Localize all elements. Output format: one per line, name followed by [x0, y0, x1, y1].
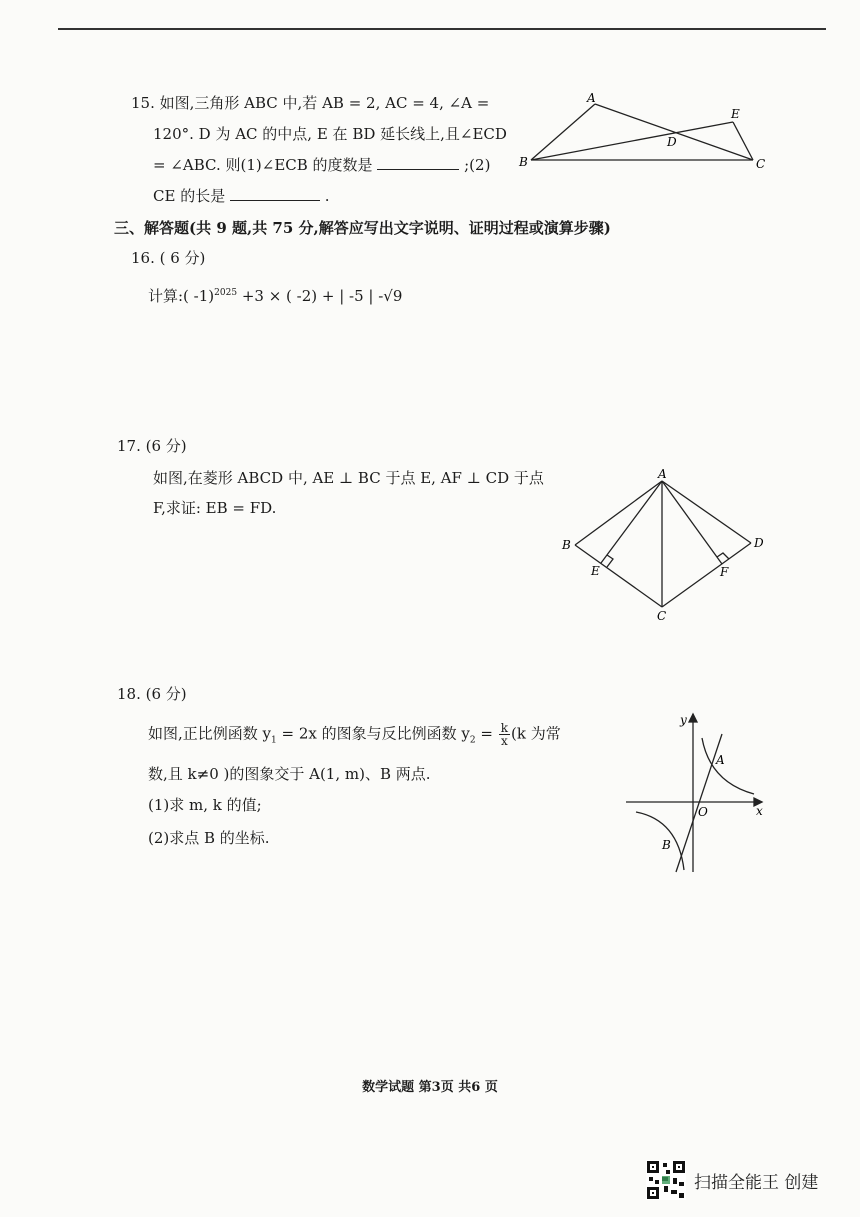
q16-header: 16. ( 6 分) — [131, 249, 206, 267]
q18-line1-part-b: = 2x 的图象与反比例函数 y — [276, 724, 470, 743]
q17-header: 17. (6 分) — [117, 437, 187, 455]
q17-label-a: A — [658, 467, 667, 481]
q16-expr-part-b: +3 × ( -2) + | -5 | -√9 — [237, 287, 403, 305]
q17-rhombus-figure — [555, 465, 775, 625]
q18-frac-denominator: x — [500, 734, 508, 748]
q17-label-d: D — [754, 536, 764, 550]
q17-side-da — [662, 481, 751, 543]
q15-line4-tail: . — [324, 187, 330, 205]
q18-hyperbola-branch-2 — [636, 812, 684, 870]
q18-label-b: B — [662, 838, 671, 852]
q17-label-b: B — [562, 538, 571, 552]
q17-side-ab — [575, 481, 662, 545]
q15-label-b: B — [519, 155, 528, 169]
q18-fraction — [499, 722, 510, 747]
q16-expr-exponent: 2025 — [214, 288, 238, 298]
q17-line2: F,求证: EB = FD. — [153, 499, 277, 517]
q15-answer-blank-1[interactable] — [377, 155, 459, 170]
q17-altitude-af — [662, 481, 722, 564]
q15-side-ab — [531, 104, 595, 160]
q18-line1-part-d: (k 为常 — [511, 724, 561, 743]
q15-line1: 15. 如图,三角形 ABC 中,若 AB = 2, AC = 4, ∠A = — [131, 94, 490, 112]
q17-label-c: C — [657, 609, 667, 623]
section3-heading: 三、解答题(共 9 题,共 75 分,解答应写出文字说明、证明过程或演算步骤) — [114, 219, 611, 237]
q18-label-a: A — [716, 753, 725, 767]
q18-label-y: y — [680, 713, 687, 727]
q18-sub-2: 2 — [469, 735, 476, 746]
q17-line1: 如图,在菱形 ABCD 中, AE ⊥ BC 于点 E, AF ⊥ CD 于点 — [153, 469, 544, 487]
q18-label-x: x — [756, 804, 763, 818]
q17-side-cd — [662, 543, 751, 607]
q16-expr-part-a: 计算:( -1) — [148, 287, 215, 305]
q17-right-angle-e — [607, 555, 613, 567]
q18-line1-part-c: = — [475, 724, 493, 743]
q15-line3-text: = ∠ABC. 则(1)∠ECB 的度数是 — [153, 156, 373, 174]
q17-side-bc — [575, 545, 662, 607]
q18-line2: 数,且 k≠0 )的图象交于 A(1, m)、B 两点. — [148, 765, 431, 783]
page-footer: 数学试题 第3页 共6 页 — [362, 1080, 498, 1095]
q15-segment-be — [531, 122, 733, 160]
q15-triangle-figure — [515, 88, 775, 178]
q15-line3-tail: ;(2) — [464, 156, 491, 174]
watermark-text: 扫描全能王 创建 — [694, 1172, 819, 1193]
q18-frac-numerator: k — [500, 721, 509, 735]
q18-line1 — [148, 722, 561, 751]
q18-hyperbola-branch-1 — [702, 738, 754, 794]
q15-label-d: D — [667, 135, 677, 149]
q18-line1-part-a: 如图,正比例函数 y — [148, 724, 272, 743]
q17-altitude-ae — [601, 481, 662, 563]
q18-line3: (1)求 m, k 的值; — [148, 796, 262, 814]
q17-label-e: E — [591, 564, 600, 578]
q15-line3 — [153, 155, 490, 175]
q18-label-o: O — [698, 805, 708, 819]
q15-label-c: C — [756, 157, 766, 171]
q18-function-graph — [622, 708, 772, 878]
q15-line4 — [153, 186, 330, 206]
scanner-watermark — [646, 1160, 818, 1200]
q17-right-angle-f — [717, 553, 729, 559]
q15-side-ac — [595, 104, 753, 160]
q18-y-axis-arrow — [689, 714, 697, 722]
q18-line4: (2)求点 B 的坐标. — [148, 829, 270, 847]
top-rule — [58, 28, 826, 30]
q15-label-e: E — [731, 107, 740, 121]
q18-header: 18. (6 分) — [117, 685, 187, 703]
q16-expression — [148, 283, 402, 306]
q15-label-a: A — [587, 91, 596, 105]
q18-sub-1: 1 — [271, 735, 277, 746]
qr-code-icon — [646, 1160, 686, 1200]
q17-label-f: F — [720, 565, 729, 579]
q15-line2: 120°. D 为 AC 的中点, E 在 BD 延长线上,且∠ECD — [153, 125, 507, 143]
q15-answer-blank-2[interactable] — [230, 186, 320, 201]
q15-line4-text: CE 的长是 — [153, 187, 226, 205]
